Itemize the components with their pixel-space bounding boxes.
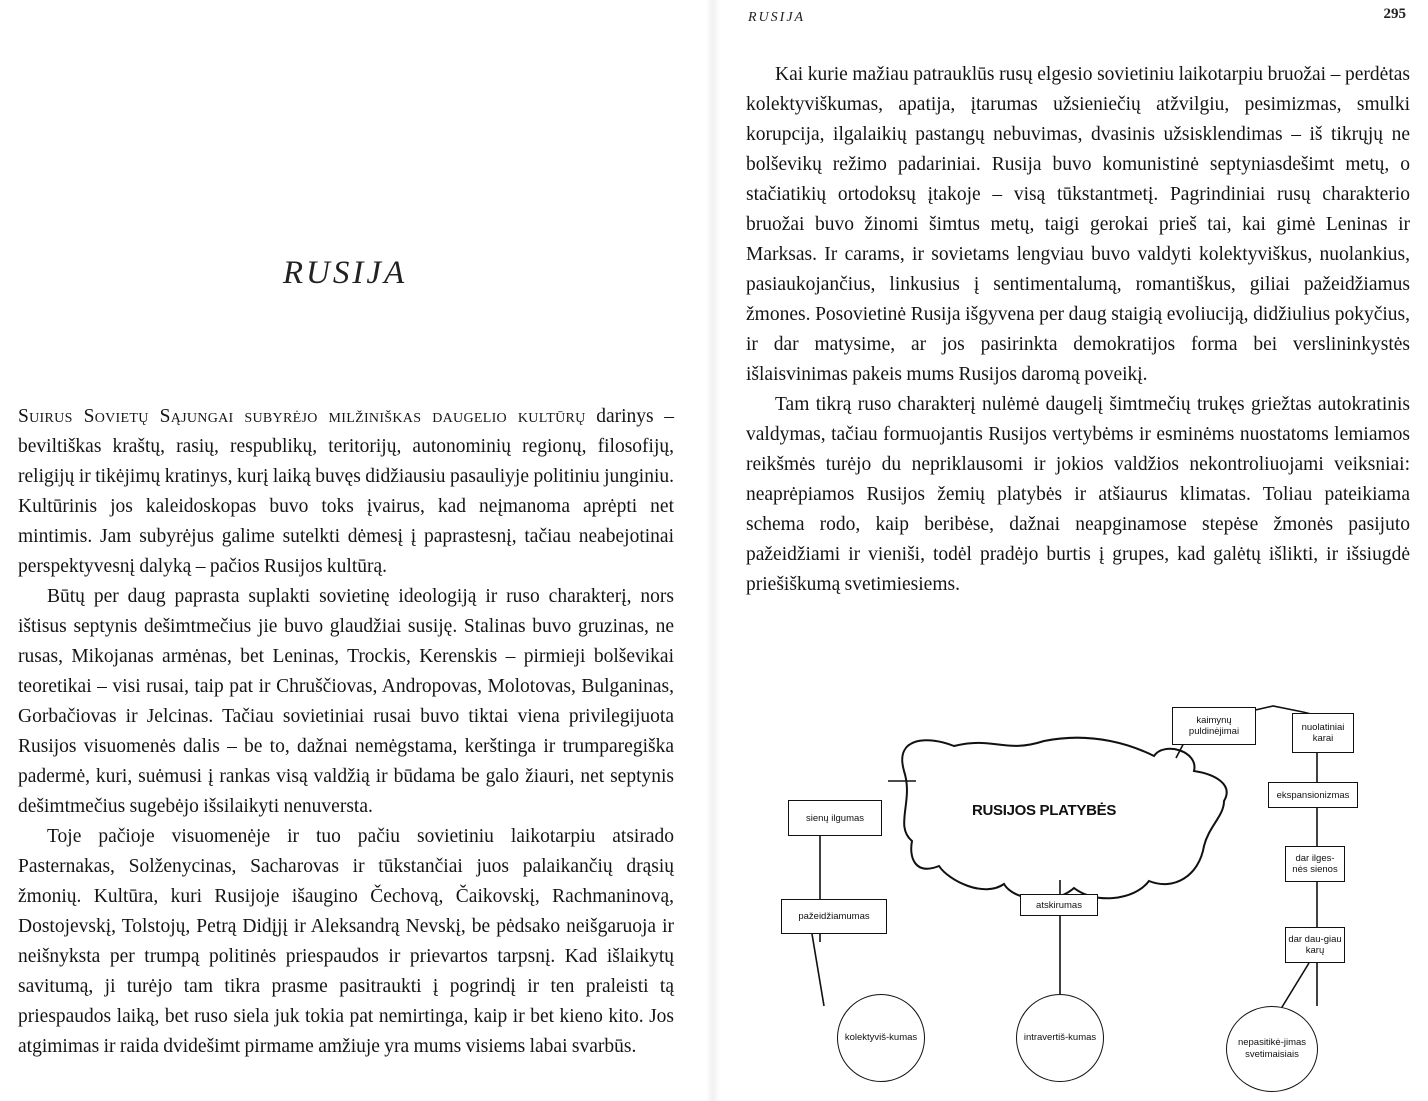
left-paragraph-3: Toje pačioje visuomenėje ir tuo pačiu sovietiniu laikotarpiu atsirado Pasternakas, Solženycinas, Sacharovas ir tūkstančiai juos palaikančių drąsių žmonių. Kultūra, kuri Rusijoje išaugino Čechovą, Čaikovskį, Rachmaninovą, Dostojevskį, Tolstojų, Petrą Didįjį ir Aleksandrą Nevskį, be pėdsako neišgaruoja ir neišnyksta per trumpą politinės priespaudos ir prievartos tarpsnį. Kad išlaikytų savitumą, ji turėjo tam tikra prasme pasitraukti į pogrindį ir ten praleisti tą priespaudos laiką, bet ruso siela juk tokia pat nemirtinga, kaip ir bet kieno kito. Jos atgimimas ir raida dvidešimt pirmame amžiuje yra mums visiems labai svarbūs.: [18, 826, 674, 1057]
circle-kolektyviskumas: kolektyviš-kumas: [837, 994, 925, 1082]
connector-pazeid-to-kolekt-diag: [812, 934, 824, 1006]
left-body-text: [18, 402, 674, 1062]
running-head: RUSIJA: [748, 10, 806, 25]
connector-karu-to-nepas-diag: [1279, 963, 1309, 1012]
page-number: 295: [1383, 6, 1406, 22]
right-body-text: [746, 60, 1410, 600]
opening-small-caps: Suirus Sovietų Sąjungai subyrėjo milžiniškas daugelio kultūrų: [18, 406, 586, 427]
circle-intravertiskumas: intravertiš-kumas: [1016, 994, 1104, 1082]
box-nuolatiniai-karai: nuolatiniai karai: [1292, 713, 1354, 753]
box-pazeidziamumas: pažeidžiamumas: [781, 899, 887, 934]
right-page: [714, 0, 1428, 1101]
box-dar-ilgesnes-sienos: dar ilges-nės sienos: [1285, 846, 1345, 882]
left-paragraph-1: [18, 402, 674, 582]
diagram-center-label: RUSIJOS PLATYBĖS: [971, 802, 1117, 819]
box-sienu-ilgumas: sienų ilgumas: [788, 800, 882, 836]
box-ekspansionizmas: ekspansionizmas: [1268, 782, 1358, 808]
left-paragraph-2: Būtų per daug paprasta suplakti sovietinę ideologiją ir ruso charakterį, nors ištisus septynis dešimtmečius jie buvo glaudžiai susiję. Stalinas buvo gruzinas, ne rusas, Mikojanas armėnas, bet Leninas, Trockis, Kerenskis – pirmieji bolševikai teoretikai – visi rusai, taip pat ir Chruščiovas, Andropovas, Molotovas, Bulganinas, Gorbačiovas ir Jelcinas. Tačiau sovietiniai rusai buvo tiktai viena privilegijuota Rusijos visuomenės dalis – be to, dažnai nemėgstama, kerštinga ir trumparegiška padermė, kuri, suėmusi į rankas visą valdžią ir būdama be galo žiauri, net septynis dešimtmečius sugebėjo išsilaikyti nenuversta.: [18, 586, 674, 817]
box-atskirumas: atskirumas: [1020, 894, 1098, 916]
right-paragraph-2: Tam tikrą ruso charakterį nulėmė daugelį šimtmečių trukęs griežtas autokratinis valdymas, tačiau formuojantis Rusijos vertybėms ir esminėms nuostatoms lemiamos reikšmės turėjo du nepriklausomi ir jokios valdžios nekontroliuojami veiksniai: neaprėpiamos Rusijos žemių platybės ir atšiaurus klimatas. Toliau pateikiama schema rodo, kaip beribėse, dažnai neapginamose stepėse žmonės pasijuto pažeidžiami ir vieniši, todėl pradėjo burtis į grupes, kad galėtų išlikti, ir išsiugdė priešiškumą svetimiesiems.: [746, 394, 1410, 595]
box-dar-daugiau-karu: dar dau-giau karų: [1285, 927, 1345, 963]
chapter-title: RUSIJA: [282, 255, 408, 291]
circle-nepasitikejimas: nepasitikė-jimas svetimaisiais: [1226, 1006, 1318, 1092]
box-kaimynu-puldinejimai: kaimynų puldinėjimai: [1172, 707, 1256, 745]
right-paragraph-1: Kai kurie mažiau patrauklūs rusų elgesio sovietiniu laikotarpiu bruožai – perdėtas kolektyviškumas, apatija, įtarumas užsieniečių atžvilgiu, pesimizmas, smulki korupcija, ilgalaikių pastangų nebuvimas, dvasinis užsisklendimas – iš tikrųjų ne bolševikų režimo padariniai. Rusija buvo komunistinė septyniasdešimt metų, o stačiatikių ortodoksų įtakoje – visą tūkstantmetį. Pagrindiniai rusų charakterio bruožai buvo žinomi šimtus metų, taigi gerokai prieš tai, kai gimė Leninas ir Marksas. Ir carams, ir sovietams lengviau buvo valdyti kolektyviškus, nuolankius, pasiaukojančius, linkusius į sentimentalumą, romantiškus, giliai pažeidžiamus žmones. Posovietinė Rusija išgyvena per daug staigią evoliuciją, didžiulius pokyčius, ir dar matysime, ar jos pasirinkta demokratijos forma bei verslininkystės išlaisvinimas pakeis mums Rusijos daromą poveikį.: [746, 64, 1410, 385]
russia-vastness-diagram: [754, 676, 1374, 1096]
paragraph-text: darinys – beviltiškas kraštų, rasių, respublikų, teritorijų, autonominių regionų, filosofijų, religijų ir tikėjimų kratinys, kurį laiką buvęs didžiausiu pasauliyje politiniu junginiu. Kultūrinis jos kaleidoskopas buvo toks įvairus, kad neįmanoma aprėpti net mintimis. Jam subyrėjus galime sutelkti dėmesį į paprastesnį, tačiau neabejotinai perspektyvesnį dalyką – pačios Rusijos kultūrą.: [18, 406, 675, 577]
